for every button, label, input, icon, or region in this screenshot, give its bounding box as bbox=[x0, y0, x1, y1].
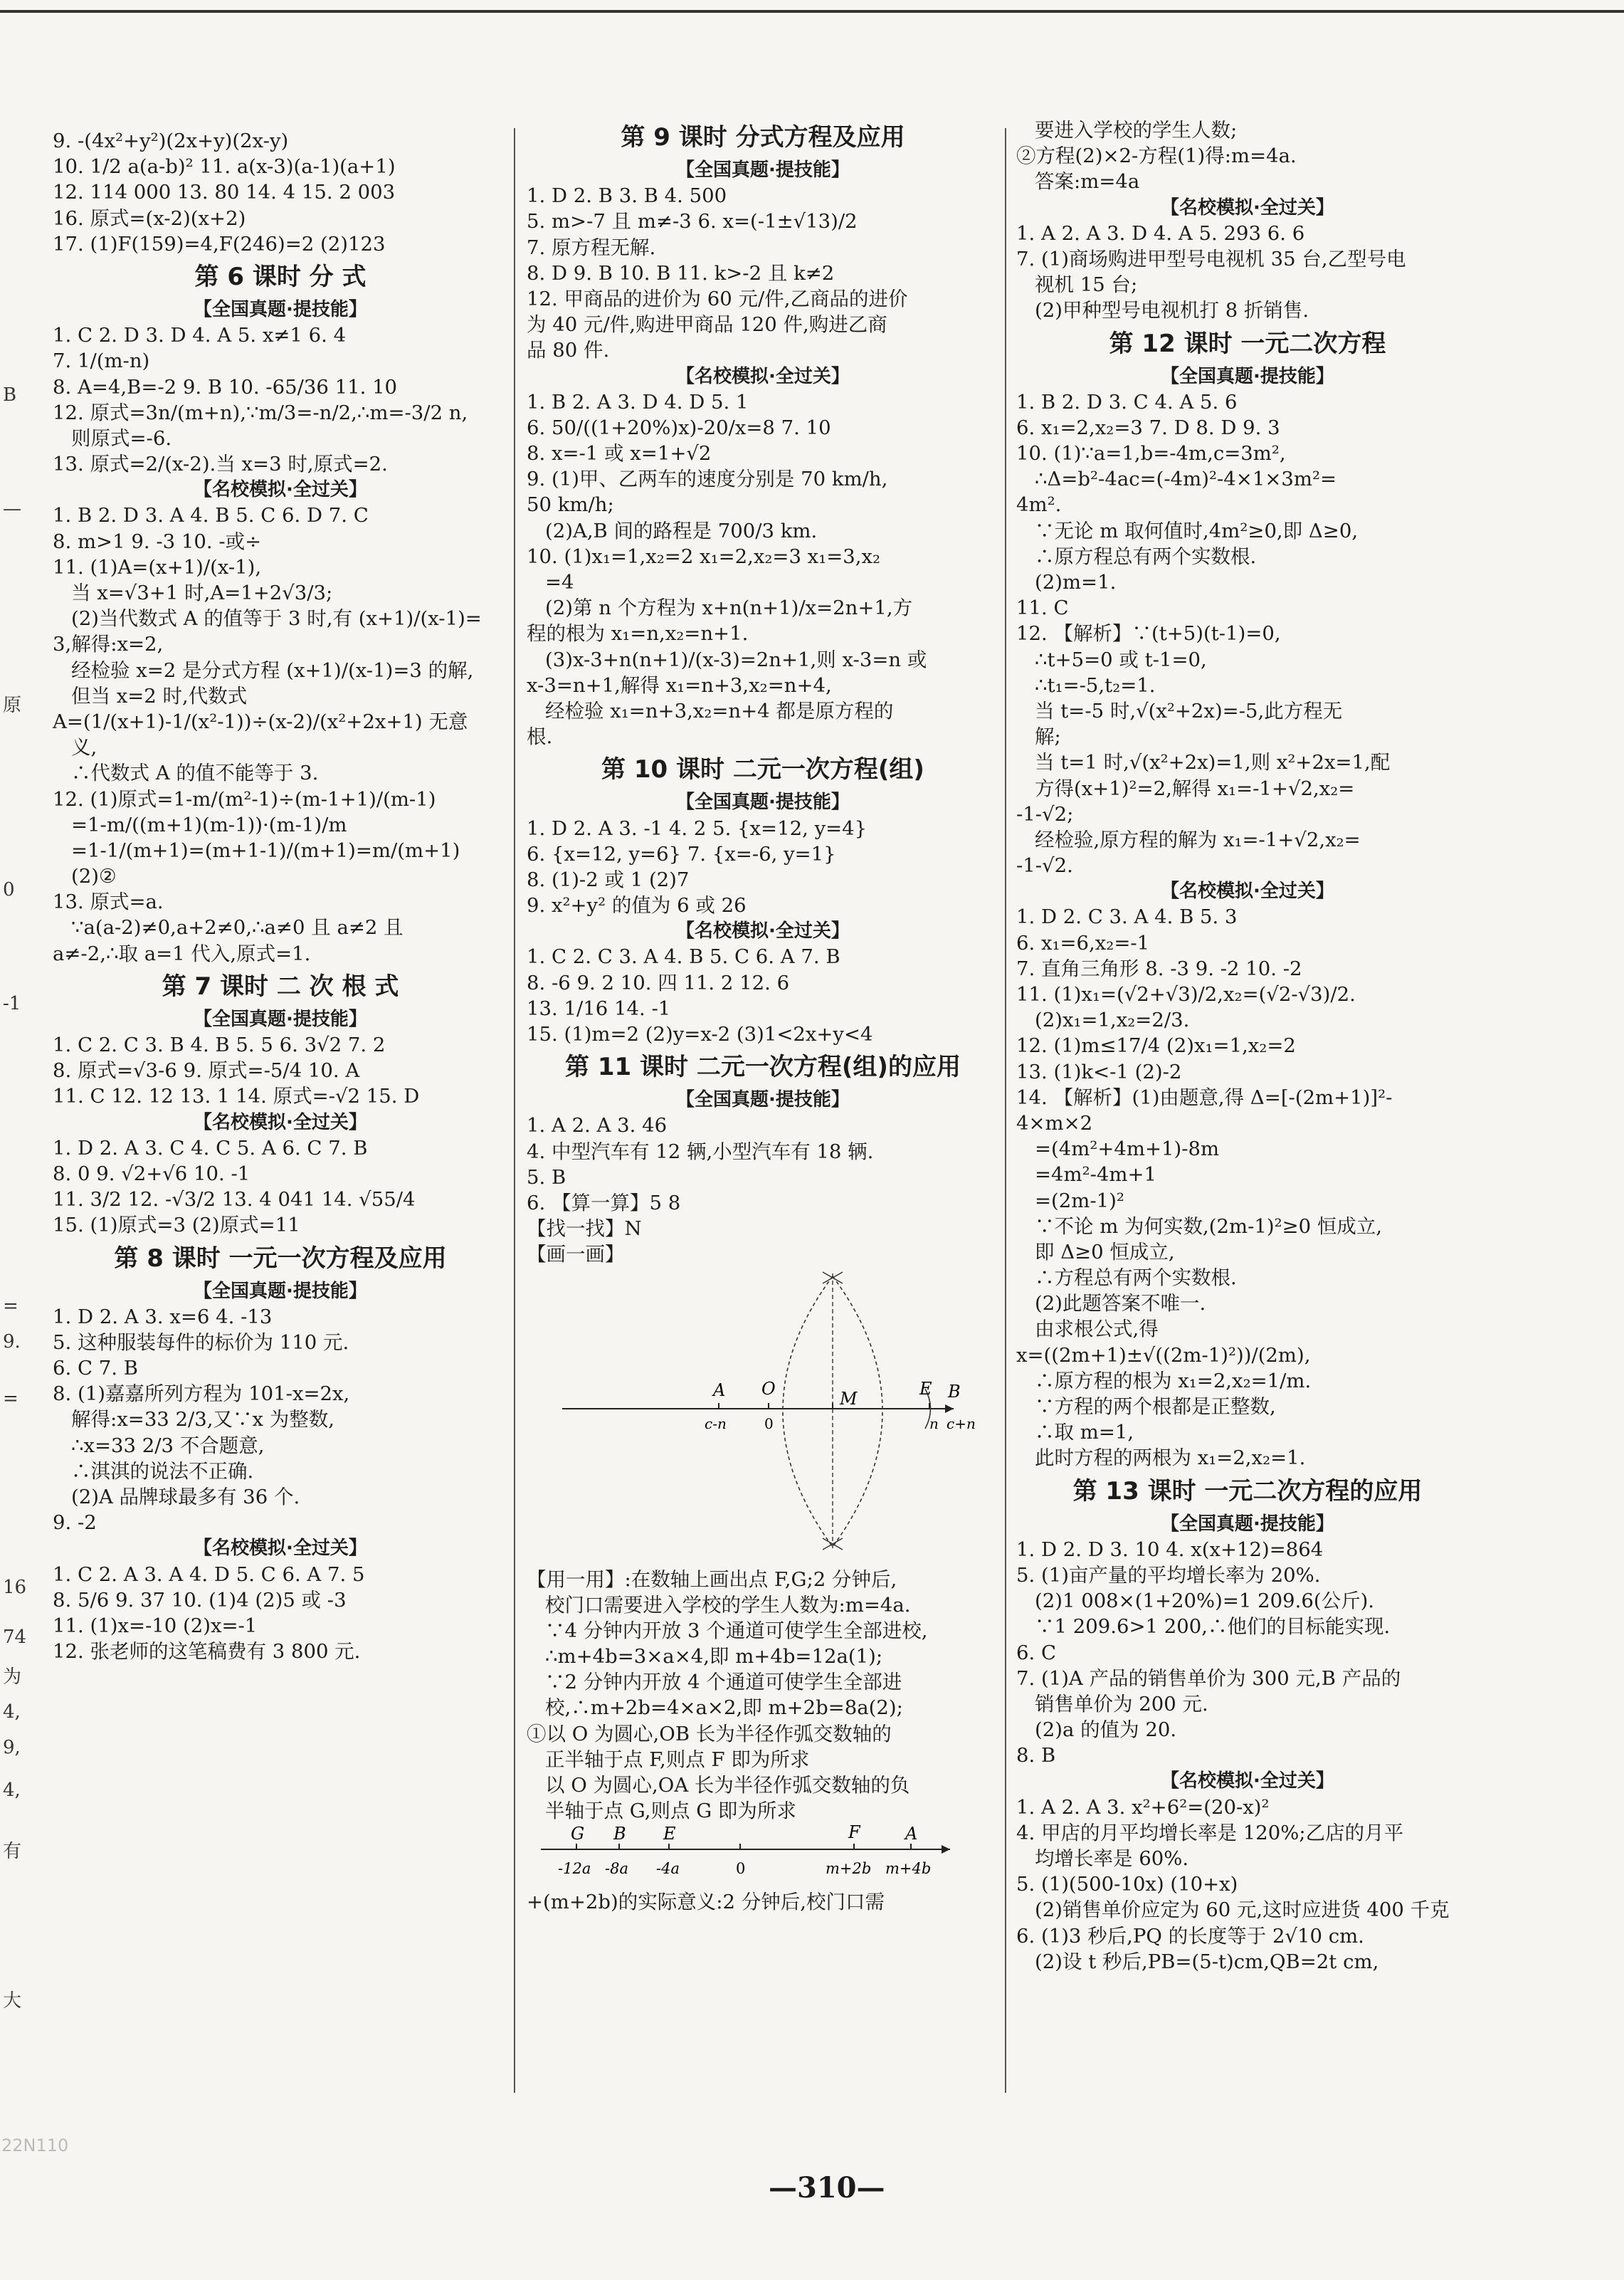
answer-line: 7. 原方程无解. bbox=[527, 236, 656, 259]
answer-line: 解; bbox=[1035, 725, 1061, 749]
section-heading: 【全国真题·提技能】 bbox=[194, 1008, 367, 1030]
answer-line: 当 t=-5 时,√(x²+2x)=-5,此方程无 bbox=[1035, 699, 1343, 723]
answer-line: =4 bbox=[545, 571, 574, 594]
answer-line: 1. D 2. A 3. x=6 4. -13 bbox=[53, 1305, 273, 1328]
left-margin-bleed bbox=[0, 0, 31, 2280]
answer-line: 答案:m=4a bbox=[1035, 170, 1140, 194]
section-heading: 【全国真题·提技能】 bbox=[194, 1280, 367, 1302]
answer-line: 6. x₁=2,x₂=3 7. D 8. D 9. 3 bbox=[1016, 416, 1280, 439]
answer-line: 8. 0 9. √2+√6 10. -1 bbox=[53, 1162, 251, 1185]
margin-fragment: 原 bbox=[3, 695, 22, 716]
answer-line: (2)销售单价应定为 60 元,这时应进货 400 千克 bbox=[1035, 1898, 1450, 1922]
answer-line: 9. (1)甲、乙两车的速度分别是 70 km/h, bbox=[527, 468, 888, 491]
top-rule bbox=[0, 10, 1624, 13]
answer-line: +(m+2b)的实际意义:2 分钟后,校门口需 bbox=[527, 1891, 885, 1914]
section-heading: 【全国真题·提技能】 bbox=[194, 298, 367, 320]
answer-line: =1-1/(m+1)=(m+1-1)/(m+1)=m/(m+1) bbox=[71, 839, 460, 862]
answer-line: 8. B bbox=[1016, 1744, 1056, 1767]
point-label-A: A bbox=[713, 1380, 726, 1400]
answer-line: 4. 甲店的月平均增长率是 120%;乙店的月平 bbox=[1016, 1821, 1404, 1844]
answer-line: 11. (1)x=-10 (2)x=-1 bbox=[53, 1614, 258, 1637]
answer-line: 1. B 2. D 3. C 4. A 5. 6 bbox=[1016, 390, 1238, 414]
answer-line: a≠-2,∴取 a=1 代入,原式=1. bbox=[53, 942, 311, 965]
margin-fragment: -1 bbox=[3, 993, 21, 1014]
answer-line: 4×m×2 bbox=[1016, 1111, 1093, 1135]
answer-line: ∴淇淇的说法不正确. bbox=[71, 1459, 254, 1483]
answer-line: 10. 1/2 a(a-b)² 11. a(x-3)(a-1)(a+1) bbox=[53, 155, 396, 179]
answer-line: =(2m-1)² bbox=[1035, 1189, 1124, 1212]
lesson-title: 第 10 课时 二元一次方程(组) bbox=[601, 755, 924, 784]
answer-line: 10. (1)∵a=1,b=-4m,c=3m², bbox=[1016, 442, 1286, 466]
answer-line: (2)当代数式 A 的值等于 3 时,有 (x+1)/(x-1)= bbox=[71, 607, 482, 631]
answer-line: 13. (1)k<-1 (2)-2 bbox=[1016, 1060, 1182, 1083]
answer-line: 8. A=4,B=-2 9. B 10. -65/36 11. 10 bbox=[53, 375, 398, 399]
section-heading: 【名校模拟·全过关】 bbox=[1161, 1770, 1334, 1792]
answer-line: ∴原方程的根为 x₁=2,x₂=1/m. bbox=[1035, 1369, 1312, 1392]
answer-line: 6. 【算一算】5 8 bbox=[527, 1191, 681, 1214]
answer-line: 1. C 2. D 3. D 4. A 5. x≠1 6. 4 bbox=[53, 324, 347, 347]
answer-line: 均增长率是 60%. bbox=[1035, 1847, 1189, 1870]
answer-line: 6. 50/((1+20%)x)-20/x=8 7. 10 bbox=[527, 416, 831, 439]
answer-line: 【找一找】N bbox=[527, 1217, 642, 1241]
answer-line: 1. B 2. D 3. A 4. B 5. C 6. D 7. C bbox=[53, 504, 369, 527]
answer-line: -1-√2. bbox=[1016, 854, 1073, 878]
answer-line: 【用一用】:在数轴上画出点 F,G;2 分钟后, bbox=[527, 1567, 897, 1591]
margin-fragment: B bbox=[3, 384, 17, 406]
tick-label: -12a bbox=[558, 1860, 591, 1878]
answer-line: (2)A 品牌球最多有 36 个. bbox=[71, 1486, 300, 1508]
answer-line: ∴Δ=b²-4ac=(-4m)²-4×1×3m²= bbox=[1035, 468, 1337, 491]
answer-line: 11. (1)A=(x+1)/(x-1), bbox=[53, 555, 262, 579]
point-label-A: A bbox=[905, 1824, 918, 1844]
answer-line: 1. D 2. D 3. 10 4. x(x+12)=864 bbox=[1016, 1538, 1324, 1561]
lesson-title: 第 8 课时 一元一次方程及应用 bbox=[114, 1244, 447, 1273]
answer-line: (2)设 t 秒后,PB=(5-t)cm,QB=2t cm, bbox=[1035, 1950, 1379, 1973]
answer-line: 15. (1)m=2 (2)y=x-2 (3)1<2x+y<4 bbox=[527, 1023, 873, 1046]
answer-column-3 bbox=[1016, 117, 1479, 2175]
tick-label-c-plus-n: c+n bbox=[947, 1414, 976, 1432]
answer-line: 6. x₁=6,x₂=-1 bbox=[1016, 931, 1150, 955]
answer-line: 【画一画】 bbox=[527, 1243, 625, 1266]
answer-line: 正半轴于点 F,则点 F 即为所求 bbox=[545, 1748, 810, 1771]
answer-line: =1-m/((m+1)(m-1))·(m-1)/m bbox=[71, 813, 347, 836]
answer-line: ∵2 分钟内开放 4 个通道可使学生全部进 bbox=[545, 1671, 902, 1694]
answer-line: 校门口需要进入学校的学生人数为:m=4a. bbox=[545, 1593, 911, 1617]
answer-line: 12. 【解析】∵(t+5)(t-1)=0, bbox=[1016, 622, 1281, 646]
answer-line: 6. {x=12, y=6} 7. {x=-6, y=1} bbox=[527, 842, 836, 866]
answer-line: 1. D 2. B 3. B 4. 500 bbox=[527, 184, 727, 208]
point-label-B: B bbox=[948, 1381, 961, 1402]
number-line-construction-figure bbox=[527, 1268, 976, 1560]
margin-fragment: 16 bbox=[3, 1577, 27, 1598]
answer-line: 1. A 2. A 3. x²+6²=(20-x)² bbox=[1016, 1795, 1270, 1819]
answer-line: 8. (1)嘉嘉所列方程为 101-x=2x, bbox=[53, 1382, 350, 1406]
answer-line: 8. 原式=√3-6 9. 原式=-5/4 10. A bbox=[53, 1059, 360, 1083]
answer-line: 16. 原式=(x-2)(x+2) bbox=[53, 206, 246, 230]
tick-label-0: 0 bbox=[764, 1414, 774, 1432]
section-heading: 【名校模拟·全过关】 bbox=[194, 1111, 367, 1133]
answer-line: 3,解得:x=2, bbox=[53, 633, 164, 656]
tick-label: m+4b bbox=[885, 1860, 932, 1878]
answer-line: ∴取 m=1, bbox=[1035, 1421, 1134, 1444]
answer-line: 1. D 2. A 3. -1 4. 2 5. {x=12, y=4} bbox=[527, 816, 868, 840]
answer-line: 1. D 2. A 3. C 4. C 5. A 6. C 7. B bbox=[53, 1136, 368, 1160]
answer-line: 6. C 7. B bbox=[53, 1357, 138, 1380]
answer-line: 4m². bbox=[1016, 493, 1062, 517]
answer-line: 8. m>1 9. -3 10. -或÷ bbox=[53, 530, 262, 553]
answer-line: 4. 中型汽车有 12 辆,小型汽车有 18 辆. bbox=[527, 1140, 874, 1163]
answer-line: 校,∴m+2b=4×a×2,即 m+2b=8a(2); bbox=[545, 1696, 903, 1720]
margin-fragment: 大 bbox=[3, 1990, 22, 2012]
answer-line: ∴原方程总有两个实数根. bbox=[1035, 545, 1257, 568]
answer-line: ②方程(2)×2-方程(1)得:m=4a. bbox=[1016, 145, 1297, 168]
answer-line: 11. (1)x₁=(√2+√3)/2,x₂=(√2-√3)/2. bbox=[1016, 983, 1356, 1006]
answer-line: (2)甲种型号电视机打 8 折销售. bbox=[1035, 299, 1309, 322]
answer-line: 8. -6 9. 2 10. 四 11. 2 12. 6 bbox=[527, 971, 790, 994]
answer-line: 7. 1/(m-n) bbox=[53, 350, 150, 373]
answer-line: =(4m²+4m+1)-8m bbox=[1035, 1138, 1220, 1161]
tick-label: -8a bbox=[605, 1860, 628, 1878]
answer-line: x=((2m+1)±√((2m-1)²))/(2m), bbox=[1016, 1343, 1311, 1367]
answer-line: 13. 原式=2/(x-2).当 x=3 时,原式=2. bbox=[53, 453, 388, 476]
answer-line: 当 x=√3+1 时,A=1+2√3/3; bbox=[71, 582, 333, 604]
answer-line: ∵1 209.6>1 200,∴他们的目标能实现. bbox=[1035, 1615, 1391, 1639]
tick-label: 0 bbox=[736, 1860, 746, 1878]
section-heading: 【名校模拟·全过关】 bbox=[1161, 196, 1334, 219]
margin-fragment: = bbox=[3, 1388, 19, 1409]
answer-line: 6. C bbox=[1016, 1641, 1057, 1664]
answer-line: A=(1/(x+1)-1/(x²-1))÷(x-2)/(x²+2x+1) 无意 bbox=[53, 710, 468, 733]
answer-line: 1. C 2. C 3. B 4. B 5. 5 6. 3√2 7. 2 bbox=[53, 1034, 386, 1056]
answer-line: ∴t+5=0 或 t-1=0, bbox=[1035, 648, 1207, 671]
answer-line: 销售单价为 200 元. bbox=[1035, 1692, 1208, 1716]
number-line-FG-figure bbox=[527, 1824, 954, 1885]
section-heading: 【全国真题·提技能】 bbox=[676, 1089, 850, 1111]
answer-line: 7. (1)商场购进甲型号电视机 35 台,乙型号电 bbox=[1016, 247, 1406, 270]
answer-line: 则原式=-6. bbox=[71, 426, 172, 450]
section-heading: 【名校模拟·全过关】 bbox=[1161, 881, 1334, 903]
answer-line: 5. B bbox=[527, 1165, 566, 1189]
answer-line: 半轴于点 G,则点 G 即为所求 bbox=[545, 1800, 796, 1823]
answer-line: 10. (1)x₁=1,x₂=2 x₁=2,x₂=3 x₁=3,x₂ bbox=[527, 545, 881, 568]
section-heading: 【名校模拟·全过关】 bbox=[676, 920, 850, 942]
answer-line: 11. C 12. 12 13. 1 14. 原式=-√2 15. D bbox=[53, 1085, 420, 1108]
section-heading: 【名校模拟·全过关】 bbox=[194, 1538, 367, 1560]
answer-line: 9. -2 bbox=[53, 1511, 97, 1535]
answer-line: 13. 原式=a. bbox=[53, 891, 164, 914]
answer-line: 7. (1)A 产品的销售单价为 300 元,B 产品的 bbox=[1016, 1666, 1401, 1690]
section-heading: 【全国真题·提技能】 bbox=[676, 159, 850, 181]
answer-line: 当 t=1 时,√(x²+2x)=1,则 x²+2x=1,配 bbox=[1035, 751, 1391, 774]
answer-line: ∵a(a-2)≠0,a+2≠0,∴a≠0 且 a≠2 且 bbox=[71, 916, 404, 940]
column-divider bbox=[514, 128, 515, 2093]
section-heading: 【全国真题·提技能】 bbox=[676, 792, 850, 814]
margin-fragment: 9, bbox=[3, 1737, 21, 1758]
tick-label-n: n bbox=[929, 1414, 939, 1432]
lesson-title: 第 13 课时 一元二次方程的应用 bbox=[1072, 1476, 1423, 1506]
answer-line: (2)A,B 间的路程是 700/3 km. bbox=[545, 519, 818, 542]
page-number: —310— bbox=[769, 2171, 885, 2205]
answer-line: 12. 原式=3n/(m+n),∵m/3=-n/2,∴m=-3/2 n, bbox=[53, 401, 468, 424]
lesson-title: 第 9 课时 分式方程及应用 bbox=[621, 123, 905, 152]
answer-line: 经检验 x=2 是分式方程 (x+1)/(x-1)=3 的解, bbox=[71, 658, 474, 682]
answer-line: (2)此题答案不唯一. bbox=[1035, 1292, 1206, 1315]
margin-fragment: 0 bbox=[3, 879, 15, 900]
answer-line: 1. B 2. A 3. D 4. D 5. 1 bbox=[527, 390, 749, 414]
answer-line: 5. (1)亩产量的平均增长率为 20%. bbox=[1016, 1563, 1321, 1587]
answer-line: 即 Δ≥0 恒成立, bbox=[1035, 1240, 1175, 1264]
answer-line: 品 80 件. bbox=[527, 339, 610, 362]
answer-line: 13. 1/16 14. -1 bbox=[527, 997, 671, 1020]
answer-line: 视机 15 台; bbox=[1035, 273, 1138, 297]
answer-line: 50 km/h; bbox=[527, 493, 614, 517]
print-code: 22N110 bbox=[1, 2135, 69, 2155]
margin-fragment: 4, bbox=[3, 1701, 21, 1723]
answer-line: ∴t₁=-5,t₂=1. bbox=[1035, 673, 1156, 697]
construction-figure bbox=[527, 1268, 999, 1567]
point-label-E: E bbox=[663, 1824, 676, 1844]
answer-line: ∴代数式 A 的值不能等于 3. bbox=[71, 762, 319, 785]
answer-line: 5. m>-7 且 m≠-3 6. x=(-1±√13)/2 bbox=[527, 210, 858, 233]
answer-line: ∴m+4b=3×a×4,即 m+4b=12a(1); bbox=[545, 1645, 883, 1669]
answer-line: 12. (1)m≤17/4 (2)x₁=1,x₂=2 bbox=[1016, 1034, 1296, 1058]
answer-line: 解得:x=33 2/3,又∵x 为整数, bbox=[71, 1408, 335, 1431]
margin-fragment: 为 bbox=[3, 1666, 22, 1688]
section-heading: 【名校模拟·全过关】 bbox=[676, 365, 850, 387]
answer-line: (2)第 n 个方程为 x+n(n+1)/x=2n+1,方 bbox=[545, 597, 913, 620]
answer-line: 以 O 为圆心,OA 长为半径作弧交数轴的负 bbox=[545, 1774, 910, 1797]
answer-line: ∵不论 m 为何实数,(2m-1)²≥0 恒成立, bbox=[1035, 1214, 1383, 1238]
margin-fragment: 9. bbox=[3, 1331, 21, 1352]
answer-line: 方得(x+1)²=2,解得 x₁=-1+√2,x₂= bbox=[1035, 777, 1355, 800]
point-label-B: B bbox=[613, 1824, 626, 1844]
answer-line: ∵无论 m 取何值时,4m²≥0,即 Δ≥0, bbox=[1035, 519, 1359, 542]
answer-line: 12. 张老师的这笔稿费有 3 800 元. bbox=[53, 1640, 361, 1664]
answer-line: 8. (1)-2 或 1 (2)7 bbox=[527, 868, 690, 891]
answer-line: (2)m=1. bbox=[1035, 571, 1117, 594]
answer-line: ∵4 分钟内开放 3 个通道可使学生全部进校, bbox=[545, 1619, 928, 1642]
answer-line: 8. D 9. B 10. B 11. k>-2 且 k≠2 bbox=[527, 261, 835, 285]
column-divider bbox=[1005, 128, 1006, 2093]
answer-line: 15. (1)原式=3 (2)原式=11 bbox=[53, 1214, 300, 1237]
answer-line: ∵方程的两个根都是正整数, bbox=[1035, 1395, 1276, 1418]
answer-line: 经检验,原方程的解为 x₁=-1+√2,x₂= bbox=[1035, 828, 1361, 851]
answer-line: 为 40 元/件,购进甲商品 120 件,购进乙商 bbox=[527, 313, 887, 337]
answer-line: 由求根公式,得 bbox=[1035, 1318, 1159, 1341]
section-heading: 【名校模拟·全过关】 bbox=[194, 479, 367, 501]
answer-line: 12. 114 000 13. 80 14. 4 15. 2 003 bbox=[53, 181, 396, 204]
answer-line: 12. 甲商品的进价为 60 元/件,乙商品的进价 bbox=[527, 287, 908, 310]
answer-line: 1. C 2. C 3. A 4. B 5. C 6. A 7. B bbox=[527, 945, 840, 969]
answer-line: 1. D 2. C 3. A 4. B 5. 3 bbox=[1016, 905, 1238, 929]
answer-line: 14. 【解析】(1)由题意,得 Δ=[-(2m+1)]²- bbox=[1016, 1086, 1393, 1109]
answer-line: 9. -(4x²+y²)(2x+y)(2x-y) bbox=[53, 130, 289, 152]
answer-line: 要进入学校的学生人数; bbox=[1035, 119, 1238, 142]
answer-line: 9. x²+y² 的值为 6 或 26 bbox=[527, 894, 747, 918]
margin-fragment: 有 bbox=[3, 1841, 22, 1862]
number-line-figure bbox=[527, 1824, 999, 1889]
answer-line: 5. (1)(500-10x) (10+x) bbox=[1016, 1873, 1238, 1896]
answer-line: 但当 x=2 时,代数式 bbox=[71, 684, 248, 708]
margin-fragment: 74 bbox=[3, 1627, 27, 1648]
point-label-E: E bbox=[919, 1378, 932, 1399]
point-label-G: G bbox=[571, 1824, 585, 1844]
lesson-title: 第 11 课时 二元一次方程(组)的应用 bbox=[565, 1053, 961, 1082]
lesson-title: 第 6 课时 分 式 bbox=[194, 262, 367, 291]
answer-line: 6. (1)3 秒后,PQ 的长度等于 2√10 cm. bbox=[1016, 1924, 1364, 1948]
answer-line: 8. x=-1 或 x=1+√2 bbox=[527, 442, 712, 466]
answer-line: ∴方程总有两个实数根. bbox=[1035, 1266, 1237, 1290]
section-heading: 【全国真题·提技能】 bbox=[1161, 365, 1334, 387]
answer-line: 义, bbox=[71, 736, 97, 760]
answer-line: =4m²-4m+1 bbox=[1035, 1163, 1157, 1187]
answer-line: 1. A 2. A 3. D 4. A 5. 293 6. 6 bbox=[1016, 221, 1305, 245]
answer-line: (2)1 008×(1+20%)=1 209.6(公斤). bbox=[1035, 1590, 1375, 1613]
tick-label: m+2b bbox=[826, 1860, 872, 1878]
tick-label: -4a bbox=[656, 1860, 680, 1878]
answer-column-2 bbox=[527, 117, 999, 2175]
lesson-title: 第 7 课时 二 次 根 式 bbox=[162, 972, 399, 1001]
point-label-M: M bbox=[840, 1388, 858, 1409]
answer-line: x-3=n+1,解得 x₁=n+3,x₂=n+4, bbox=[527, 673, 832, 697]
answer-line: 12. (1)原式=1-m/(m²-1)÷(m-1+1)/(m-1) bbox=[53, 787, 436, 811]
margin-fragment: 4, bbox=[3, 1780, 21, 1801]
answer-line: 5. 这种服装每件的标价为 110 元. bbox=[53, 1330, 349, 1354]
answer-line: (2)a 的值为 20. bbox=[1035, 1718, 1177, 1742]
answer-line: 11. 3/2 12. -√3/2 13. 4 041 14. √55/4 bbox=[53, 1188, 416, 1212]
answer-line: 8. 5/6 9. 37 10. (1)4 (2)5 或 -3 bbox=[53, 1588, 347, 1612]
answer-line: 经检验 x₁=n+3,x₂=n+4 都是原方程的 bbox=[545, 699, 894, 723]
tick-label-c-n: c-n bbox=[705, 1414, 727, 1432]
answer-column-1 bbox=[53, 128, 508, 2114]
answer-line: 7. 直角三角形 8. -3 9. -2 10. -2 bbox=[1016, 957, 1302, 980]
answer-line: 根. bbox=[527, 725, 553, 749]
answer-line: (2)x₁=1,x₂=2/3. bbox=[1035, 1009, 1190, 1032]
answer-line: 程的根为 x₁=n,x₂=n+1. bbox=[527, 622, 749, 646]
answer-line: 此时方程的两根为 x₁=2,x₂=1. bbox=[1035, 1446, 1306, 1470]
margin-fragment: = bbox=[3, 1296, 19, 1317]
point-label-F: F bbox=[848, 1822, 860, 1843]
answer-line: ∴x=33 2/3 不合题意, bbox=[71, 1434, 265, 1457]
answer-line: (2)② bbox=[71, 865, 117, 888]
answer-line: 1. C 2. A 3. A 4. D 5. C 6. A 7. 5 bbox=[53, 1562, 365, 1586]
answer-line: 1. A 2. A 3. 46 bbox=[527, 1114, 668, 1138]
answer-line: -1-√2; bbox=[1016, 802, 1074, 826]
margin-fragment: — bbox=[3, 498, 21, 520]
section-heading: 【全国真题·提技能】 bbox=[1161, 1513, 1334, 1535]
answer-line: ①以 O 为圆心,OB 长为半径作弧交数轴的 bbox=[527, 1722, 892, 1745]
answer-line: (3)x-3+n(n+1)/(x-3)=2n+1,则 x-3=n 或 bbox=[545, 648, 927, 671]
answer-line: 17. (1)F(159)=4,F(246)=2 (2)123 bbox=[53, 232, 386, 256]
point-label-O: O bbox=[761, 1378, 776, 1399]
answer-line: 11. C bbox=[1016, 597, 1069, 620]
lesson-title: 第 12 课时 一元二次方程 bbox=[1109, 329, 1386, 358]
